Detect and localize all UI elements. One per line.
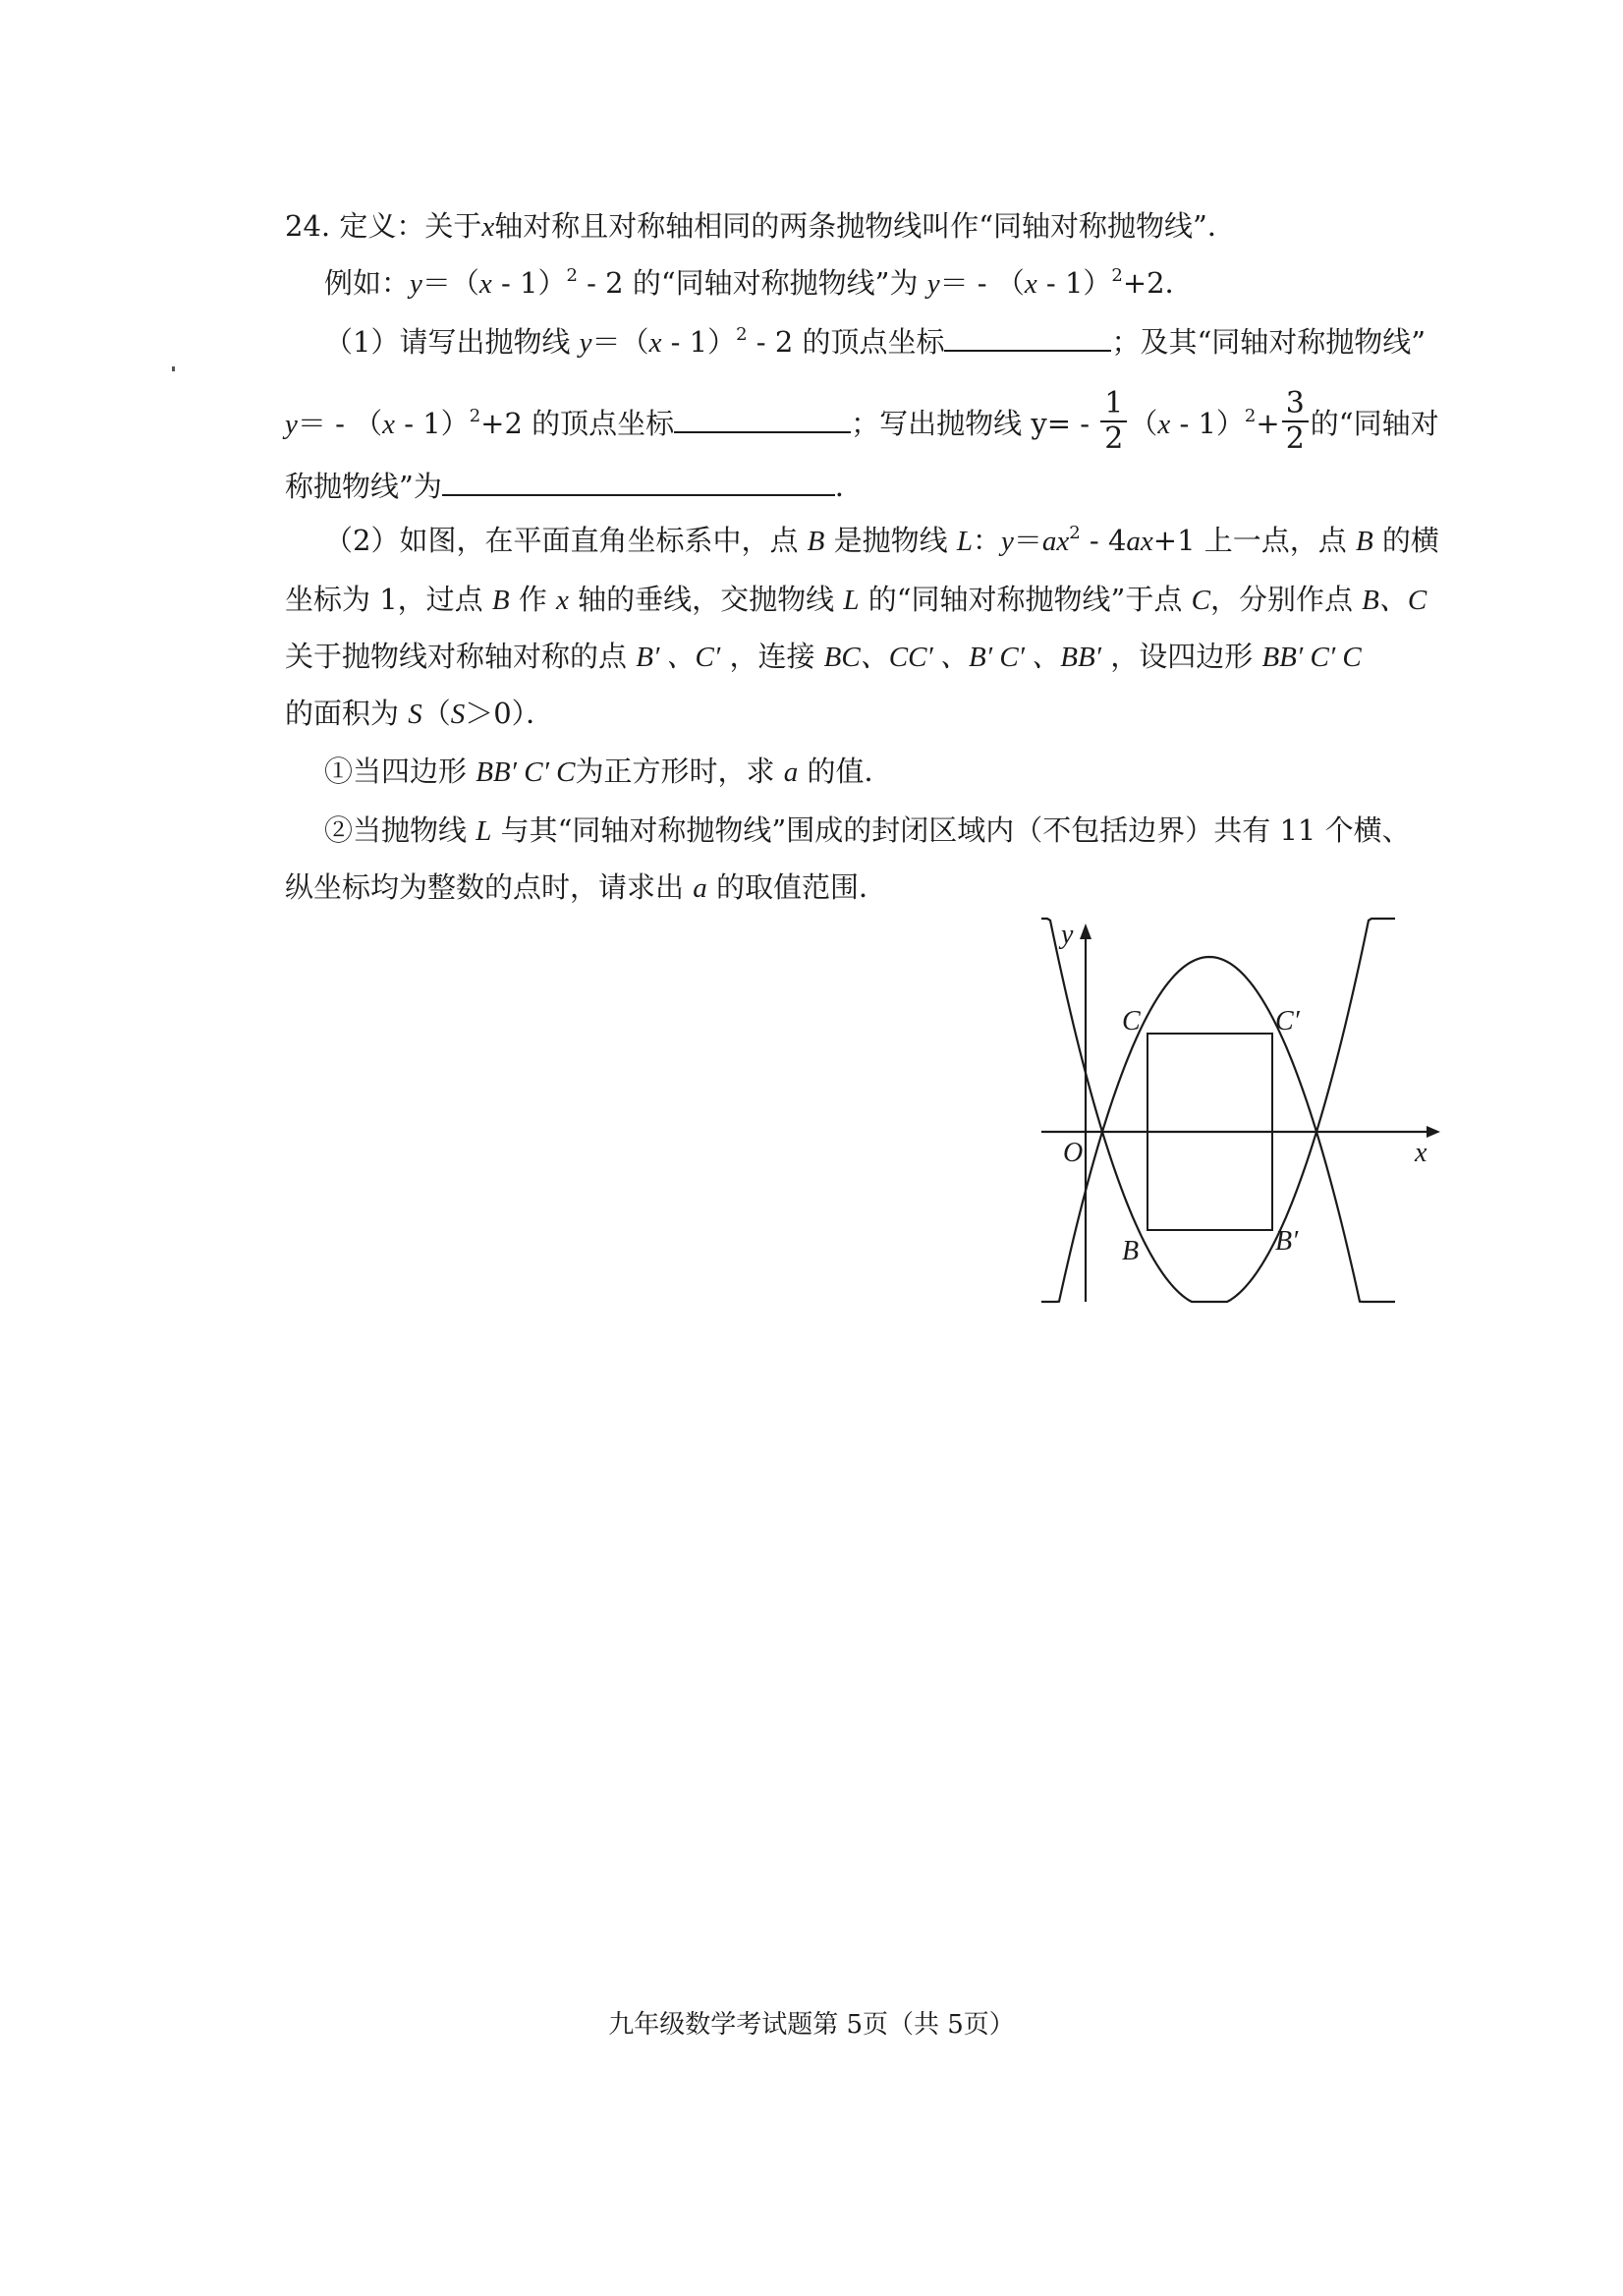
- subquestion-1: [324, 752, 1503, 792]
- text: 为正方形时，求: [575, 755, 784, 788]
- text: 的横: [1372, 524, 1439, 557]
- part2-line4: [285, 694, 1464, 734]
- numerator: 1: [1100, 387, 1127, 422]
- text: 定义：关于: [339, 209, 482, 243]
- var-S: S: [450, 699, 466, 730]
- text: ．: [834, 470, 864, 503]
- text: 例如：: [324, 266, 411, 300]
- text: 作: [509, 583, 557, 616]
- exponent: 2: [1069, 523, 1081, 543]
- text: ＝ - （: [939, 266, 1025, 300]
- denominator: 2: [1285, 421, 1305, 456]
- text: 轴对称且对称轴相同的两条抛物线叫作“同轴对称抛物线”．: [494, 209, 1236, 243]
- var-S: S: [408, 699, 422, 730]
- var-y: y: [926, 268, 940, 300]
- text: 的值．: [798, 755, 893, 788]
- text: ＞0）．: [465, 697, 555, 730]
- text: ：: [972, 524, 1001, 557]
- label-B-prime: B′: [1275, 1226, 1299, 1257]
- var-x: x: [556, 585, 569, 616]
- parabola-L: L: [476, 815, 492, 847]
- quadrilateral: BB′ C′ C: [1261, 642, 1362, 673]
- exponent: 2: [736, 324, 748, 345]
- subquestion-2-line2: [285, 868, 1464, 908]
- text: ②当抛物线: [324, 813, 476, 847]
- numerator: 3: [1282, 387, 1309, 422]
- text: 是抛物线: [824, 524, 957, 557]
- point-C: C: [1191, 585, 1210, 616]
- part2-line1: [324, 521, 1503, 565]
- var-x: x: [1024, 268, 1037, 300]
- point-B: B: [807, 526, 825, 557]
- points-B-prime-C-prime: B′ 、C′: [636, 642, 721, 673]
- text: +1 上一点，点: [1152, 524, 1356, 557]
- text: - 2 的顶点坐标: [747, 325, 945, 359]
- text: ①当四边形: [324, 755, 476, 788]
- text: ＝: [1013, 524, 1042, 557]
- coordinate-figure: [1022, 914, 1454, 1307]
- part1-line2: [285, 386, 1464, 460]
- quadrilateral: BB′ C′ C: [476, 756, 576, 788]
- y-axis-arrow: [1080, 924, 1091, 939]
- answer-blank-symmetric-parabola[interactable]: [442, 465, 835, 496]
- text: 坐标为 1，过点: [285, 583, 492, 616]
- var-x: x: [1157, 409, 1171, 440]
- text: ＝ - （: [297, 407, 383, 440]
- figure-svg: [1022, 914, 1454, 1307]
- var-x: x: [382, 409, 395, 440]
- text: （1）请写出抛物线: [324, 325, 580, 359]
- point-B: B: [1355, 526, 1373, 557]
- text: （2）如图，在平面直角坐标系中，点: [324, 524, 808, 557]
- text: ＝（: [591, 325, 649, 359]
- var-y: y: [285, 409, 298, 440]
- text: 的面积为: [285, 697, 409, 730]
- part1-line1: [324, 320, 1503, 366]
- text: +: [1256, 407, 1280, 440]
- label-B: B: [1122, 1236, 1140, 1266]
- text: ，连接: [720, 640, 824, 673]
- text: - 1）: [491, 266, 567, 300]
- var-a: a: [693, 872, 707, 904]
- part1-line3: [285, 465, 1464, 506]
- example-line: [324, 263, 1503, 308]
- text: 关于抛物线对称轴对称的点: [285, 640, 637, 673]
- term-ax: ax: [1126, 526, 1153, 557]
- part2-line3: [285, 637, 1464, 677]
- text: 的“同轴对称抛物线”于点: [859, 583, 1192, 616]
- exponent: 2: [566, 265, 578, 286]
- text: - 2 的“同轴对称抛物线”为: [577, 266, 927, 300]
- text: - 1）: [1170, 407, 1245, 440]
- text: - 1）: [661, 325, 737, 359]
- parabola-L: L: [956, 526, 973, 557]
- parabola-L: L: [843, 585, 860, 616]
- part2-line2: [285, 580, 1464, 620]
- text: +2 的顶点坐标: [480, 407, 675, 440]
- scan-speck: [172, 366, 175, 371]
- subquestion-2-line1: [324, 811, 1503, 851]
- var-y: y: [410, 268, 422, 300]
- problem-definition-line: [285, 206, 1464, 247]
- exponent: 2: [1111, 265, 1123, 286]
- label-origin: O: [1063, 1138, 1084, 1168]
- page-footer: 九年级数学考试题第 5页（共 5页）: [608, 2010, 1015, 2040]
- text: （: [421, 697, 451, 730]
- var-x: x: [481, 211, 495, 243]
- answer-blank-vertex-2[interactable]: [674, 402, 851, 433]
- var-y: y: [579, 327, 592, 359]
- label-y: y: [1061, 920, 1074, 950]
- var-y: y: [1000, 526, 1014, 557]
- text: 与其“同轴对称抛物线”围成的封闭区域内（不包括边界）共有 11 个横、: [491, 813, 1411, 847]
- term-ax: ax: [1041, 526, 1070, 557]
- exponent: 2: [469, 406, 481, 426]
- text: - 1）: [395, 407, 470, 440]
- parabola-L-curve: [1041, 919, 1395, 1302]
- answer-blank-vertex-1[interactable]: [944, 320, 1111, 352]
- var-x: x: [478, 268, 492, 300]
- text: ；写出抛物线 y= -: [851, 407, 1099, 440]
- denominator: 2: [1104, 421, 1124, 456]
- points-B-C: B、C: [1362, 585, 1427, 616]
- text: 称抛物线”为: [285, 470, 442, 503]
- text: 轴的垂线，交抛物线: [568, 583, 844, 616]
- text: ；及其“同轴对称抛物线”: [1111, 325, 1427, 359]
- var-x: x: [648, 327, 662, 359]
- symmetric-parabola-curve: [1041, 957, 1395, 1302]
- text: 纵坐标均为整数的点时，请求出: [285, 870, 694, 904]
- x-axis-arrow: [1427, 1126, 1440, 1138]
- text: +2．: [1122, 266, 1194, 300]
- label-x: x: [1415, 1138, 1427, 1168]
- problem-number: 24.: [285, 209, 331, 243]
- fraction-one-half: [1100, 387, 1127, 456]
- label-C-prime: C′: [1275, 1006, 1300, 1036]
- text: ＝（: [421, 266, 479, 300]
- text: ，设四边形: [1101, 640, 1262, 673]
- text: - 1）: [1036, 266, 1112, 300]
- text: - 4: [1080, 524, 1127, 557]
- fraction-three-halves: [1282, 387, 1309, 456]
- var-a: a: [783, 756, 799, 788]
- label-C: C: [1122, 1006, 1141, 1036]
- segments: BC、CC′ 、B′ C′ 、BB′: [823, 642, 1102, 673]
- text: 的取值范围．: [706, 870, 887, 904]
- point-B: B: [491, 585, 510, 616]
- text: （: [1129, 407, 1158, 440]
- text: 的“同轴对: [1310, 407, 1439, 440]
- text: ，分别作点: [1209, 583, 1363, 616]
- exponent: 2: [1244, 406, 1257, 426]
